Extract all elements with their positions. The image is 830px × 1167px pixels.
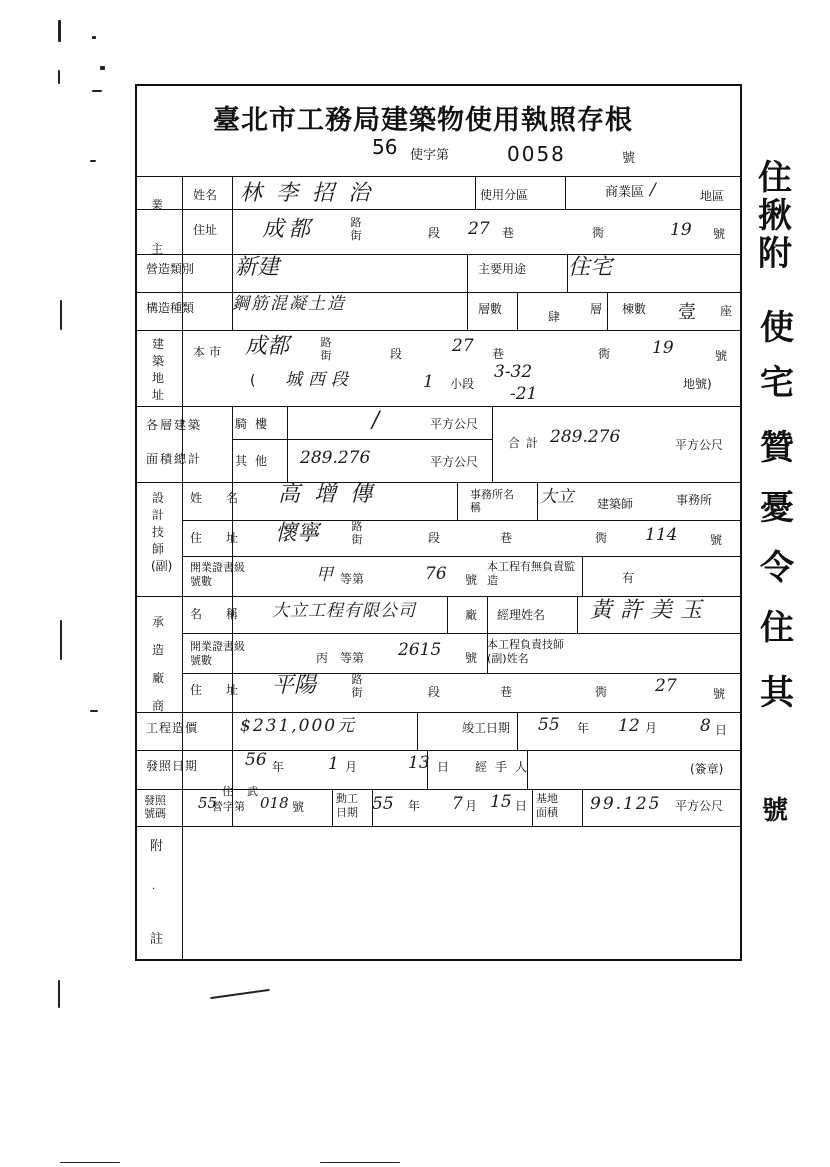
office-suffix-1: 建築師 xyxy=(597,497,634,511)
bp-number: 018 xyxy=(260,794,289,812)
contractor-name: 大立工程有限公司 xyxy=(272,601,416,621)
owner-section-label: 業主 xyxy=(151,198,194,256)
contractor-license-grade: 丙 xyxy=(316,651,329,665)
issue-month-label: 月 xyxy=(345,760,358,774)
site-no-label: 號 xyxy=(715,349,728,363)
supervise-label: 本工程有無負責監造 xyxy=(487,560,575,587)
contractor-lane-label: 巷 xyxy=(500,685,513,699)
scan-speck xyxy=(58,20,61,42)
start-day: 15 xyxy=(490,792,512,812)
site-lot-label: 地號) xyxy=(683,377,712,391)
structure-value: 鋼筋混凝土造 xyxy=(232,294,346,314)
blocks-unit: 座 xyxy=(720,304,733,318)
area-label-1: 各層建築 xyxy=(146,418,203,432)
designer-name-label: 姓名 xyxy=(190,491,263,505)
issue-label: 發照日期 xyxy=(146,759,199,773)
construction-label: 營造類別 xyxy=(146,262,195,276)
construction-value: 新建 xyxy=(235,255,280,280)
site-road-label: 路街 xyxy=(320,336,332,362)
site-subseg-label: 小段 xyxy=(450,377,475,391)
designer-license-suffix: 號 xyxy=(465,573,478,587)
contractor-addr-road: 平陽 xyxy=(272,673,317,698)
structure-label: 構造種類 xyxy=(146,301,195,315)
handler-label: 經手人 xyxy=(475,760,536,774)
total-value: 289.276 xyxy=(550,427,621,447)
margin-char: 住 xyxy=(760,608,794,648)
sign-label: (簽章) xyxy=(690,762,724,776)
site-alley-label: 衖 xyxy=(598,347,611,361)
issue-year: 56 xyxy=(245,750,267,770)
other-value: 289.276 xyxy=(300,448,371,468)
permit-form xyxy=(135,84,742,961)
zone-label: 使用分區 xyxy=(480,188,529,202)
zone-suffix: 地區 xyxy=(700,189,725,203)
scan-speck xyxy=(60,620,62,660)
site-lane: 27 xyxy=(452,336,474,356)
margin-char: 揪 xyxy=(758,196,792,236)
designer-label: 設計技師(副) xyxy=(151,491,173,573)
use-value: 住宅 xyxy=(568,255,613,280)
contractor-license-mid: 等第 xyxy=(340,651,365,665)
permit-type: 使字第 xyxy=(410,148,450,163)
owner-name: 林李招治 xyxy=(240,181,385,206)
scan-speck xyxy=(320,1162,400,1163)
designer-license-grade: 甲 xyxy=(316,565,333,585)
start-year-label: 年 xyxy=(408,799,421,813)
issue-day: 13 xyxy=(408,753,430,773)
remarks-label-2: 註 xyxy=(150,932,164,947)
margin-char: 使 xyxy=(760,308,794,348)
start-year: 55 xyxy=(372,794,394,814)
scan-speck xyxy=(92,90,102,92)
scan-speck xyxy=(58,980,60,1008)
tech-label: 本工程負責技師(副)姓名 xyxy=(487,638,564,665)
owner-alley-label: 衖 xyxy=(592,226,605,240)
manager-name: 黃許美玉 xyxy=(590,598,711,623)
contractor-license-suffix: 號 xyxy=(465,651,478,665)
designer-seg-label: 段 xyxy=(428,531,441,545)
owner-no-label: 號 xyxy=(713,227,726,241)
site-road: 成都 xyxy=(245,334,290,359)
margin-char: 號 xyxy=(762,796,789,826)
owner-seg-label: 段 xyxy=(428,226,441,240)
owner-lane-label: 巷 xyxy=(502,226,515,240)
floors-value: 肆 xyxy=(548,310,561,324)
bp-label: 發照號碼 xyxy=(144,794,166,820)
scan-speck xyxy=(100,66,105,70)
scan-speck xyxy=(210,989,270,999)
start-month: 7 xyxy=(452,794,463,814)
site-district: 城西段 xyxy=(285,370,354,390)
use-label: 主要用途 xyxy=(478,262,527,276)
blocks-label: 棟數 xyxy=(622,302,647,316)
bp-year: 55 xyxy=(198,794,218,812)
site-city: 本市 xyxy=(193,345,226,359)
owner-name-label: 姓名 xyxy=(193,188,218,202)
done-day: 8 xyxy=(700,716,711,736)
base-value: 99.125 xyxy=(590,794,662,814)
scan-speck xyxy=(60,1162,120,1163)
designer-license-no: 76 xyxy=(425,564,447,584)
zone-value: 商業區 xyxy=(605,185,645,200)
supervise-value: 有 xyxy=(622,571,635,585)
area-label-2: 面積總計 xyxy=(146,452,203,466)
issue-month: 1 xyxy=(328,754,339,774)
done-day-label: 日 xyxy=(715,723,728,737)
base-label: 基地面積 xyxy=(536,792,558,819)
done-month: 12 xyxy=(618,716,640,736)
owner-addr-no: 19 xyxy=(670,220,692,240)
permit-year: 56 xyxy=(372,135,398,159)
office-value: 大立 xyxy=(540,487,574,507)
form-title: 臺北市工務局建築物使用執照存根 xyxy=(213,105,633,136)
designer-addr-no: 114 xyxy=(645,525,678,545)
margin-char: 附 xyxy=(758,234,792,274)
owner-road-label: 路街 xyxy=(350,216,362,242)
total-unit: 平方公尺 xyxy=(675,438,724,452)
done-year: 55 xyxy=(538,715,560,735)
office-suffix-2: 事務所 xyxy=(676,493,713,507)
permit-suffix: 號 xyxy=(622,151,636,166)
margin-char: 其 xyxy=(760,673,794,713)
total-label: 合計 xyxy=(508,436,545,450)
contractor-road-label: 路街 xyxy=(351,673,363,699)
site-lane-label: 巷 xyxy=(492,347,505,361)
site-no: 19 xyxy=(652,338,674,358)
contractor-alley-label: 衖 xyxy=(595,685,608,699)
owner-addr-lane: 27 xyxy=(468,219,490,239)
designer-license-mid: 等第 xyxy=(340,572,365,586)
office-label: 事務所名稱 xyxy=(470,488,514,514)
site-label: 建築地址 xyxy=(151,337,164,402)
floors-label: 層數 xyxy=(478,302,503,316)
bp-suffix: 號 xyxy=(292,800,305,814)
done-year-label: 年 xyxy=(577,721,590,735)
scan-speck xyxy=(58,70,60,84)
contractor-seg-label: 段 xyxy=(428,685,441,699)
floors-unit: 層 xyxy=(590,302,603,316)
bp-type-small: 住 xyxy=(222,785,233,798)
site-paren: ( xyxy=(250,373,256,389)
designer-license-label: 開業證書級號數 xyxy=(190,561,245,588)
start-day-label: 日 xyxy=(515,799,528,813)
manager-label: 經理姓名 xyxy=(497,608,546,622)
bp-type-small-2: 武 xyxy=(247,785,258,798)
blocks-value: 壹 xyxy=(678,302,696,323)
contractor-name-suffix: 廠 xyxy=(465,608,478,622)
other-label: 其他 xyxy=(235,454,276,468)
arcade-unit: 平方公尺 xyxy=(430,417,479,431)
issue-day-label: 日 xyxy=(437,760,450,774)
designer-road-label: 路街 xyxy=(351,520,363,546)
site-lot: 3-32 xyxy=(494,362,533,382)
arcade-value: / xyxy=(372,408,380,433)
contractor-license-no: 2615 xyxy=(398,640,442,660)
other-unit: 平方公尺 xyxy=(430,455,479,469)
contractor-no-label: 號 xyxy=(713,687,726,701)
arcade-label: 騎樓 xyxy=(235,417,276,431)
site-lot2: -21 xyxy=(510,384,538,404)
cost-value: $231,000元 xyxy=(240,716,357,736)
margin-char: 宅 xyxy=(760,363,794,403)
designer-lane-label: 巷 xyxy=(500,531,513,545)
margin-char: 住 xyxy=(758,158,792,198)
contractor-address-label: 住址 xyxy=(190,683,263,697)
designer-addr-road: 懷寧 xyxy=(275,521,320,546)
margin-char: 贊 xyxy=(760,428,794,468)
designer-name: 高增傳 xyxy=(278,482,387,507)
scan-speck xyxy=(92,36,96,39)
designer-no-label: 號 xyxy=(710,533,723,547)
contractor-license-label: 開業證書級號數 xyxy=(190,640,245,667)
done-label: 竣工日期 xyxy=(462,721,511,735)
done-month-label: 月 xyxy=(645,721,658,735)
owner-address-label: 住址 xyxy=(193,223,218,237)
site-seg-label: 段 xyxy=(390,347,403,361)
issue-year-label: 年 xyxy=(272,760,285,774)
contractor-addr-no: 27 xyxy=(655,676,677,696)
remarks-dot: · xyxy=(152,884,156,895)
scan-speck xyxy=(90,710,98,712)
scan-speck xyxy=(60,300,62,330)
start-label: 動工日期 xyxy=(336,792,358,819)
contractor-label: 承造廠商 xyxy=(151,615,164,713)
remarks-label-1: 附 xyxy=(150,839,164,854)
base-unit: 平方公尺 xyxy=(675,799,724,813)
scan-speck xyxy=(90,160,96,162)
margin-char: 令 xyxy=(760,548,794,588)
cost-label: 工程造價 xyxy=(146,721,199,735)
owner-addr-road: 成都 xyxy=(262,217,315,242)
designer-alley-label: 衖 xyxy=(595,531,608,545)
zone-mark: / xyxy=(650,180,656,200)
start-month-label: 月 xyxy=(465,799,478,813)
margin-char: 憂 xyxy=(760,488,794,528)
site-subseg: 1 xyxy=(423,372,434,392)
contractor-name-label: 名稱 xyxy=(190,607,263,621)
designer-address-label: 住址 xyxy=(190,531,263,545)
bp-type: 營字第 xyxy=(212,800,245,813)
permit-number: 0058 xyxy=(507,142,566,166)
